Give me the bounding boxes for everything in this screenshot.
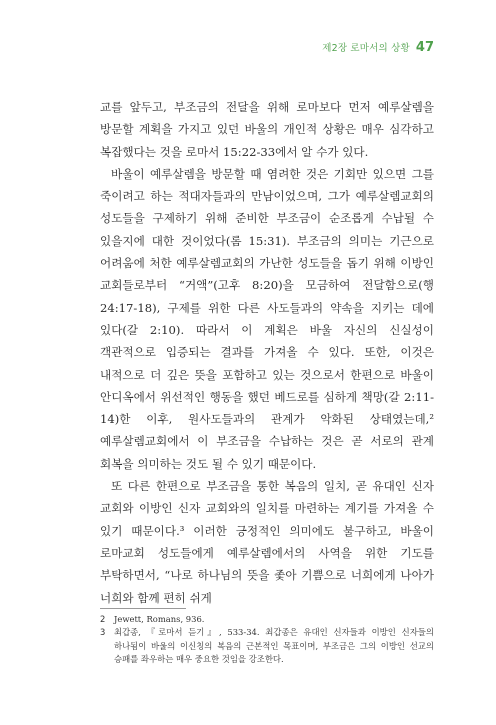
running-header [322, 40, 434, 55]
footnote [100, 613, 434, 626]
footnote-text: 최갑종, 『로마서 듣기』, 533-34. 최갑종은 유대인 신자들과 이방인 신자들의 하나됨이 바울의 이신칭의 복음의 근본적인 목표이며, 부조금은 그의 이방인 선교의 승패를 좌우하는 매우 중요한 것임을 강조한다. [114, 627, 434, 665]
footnote-number: 3 [100, 627, 106, 638]
footnote-number: 2 [100, 614, 106, 624]
footnote-divider [100, 608, 186, 609]
paragraph: 또 다른 한편으로 부조금을 통한 복음의 일치, 곧 유대인 신자 교회와 이방인 신자 교회와의 일치를 마련하는 계기를 가져올 수 있기 때문이다.³ 이러한 긍정적인 의미에도 불구하고, 바울이 로마교회 성도들에게 예루살렘에서의 사역을 위한 기도를 부탁하면서, “나로 하나님의 뜻을 좇아 기쁨으로 너희에게 나아가 너희와 함께 편히 쉬게 [100, 479, 434, 605]
page-number: 47 [415, 40, 434, 55]
footnotes [100, 613, 434, 667]
paragraph: 바울이 예루살렘을 방문할 때 염려한 것은 기회만 있으면 그를 죽이려고 하는 적대자들과의 만남이었으며, 그가 예루살렘교회의 성도들을 구제하기 위해 준비한 부조금이 순조롭게 수납될 수 있을지에 대한 것이었다(롬 15:31). 부조금의 의미는 기근으로 어려움에 처한 예루살렘교회의 가난한 성도들을 돕기 위해 이방인 교회들로부터 “거액”(고후 8:20)을 모금하여 전달함으로(행 24:17-18), 구제를 위한 다른 사도들과의 약속을 지키는 데에 있다(갈 2:10). 따라서 이 계획은 바울 자신의 신실성이 객관적으로 입증되는 결과를 가져올 수 있다. 또한, 이것은 내적으로 더 깊은 뜻을 포함하고 있는 것으로서 한편으로 바울이 안디옥에서 위선적인 행동을 했던 베드로를 심하게 책망(갈 2:11-14)한 이후, 원사도들과의 관계가 악화된 상태였는데,² 예루살렘교회에서 이 부조금을 수납하는 것은 곧 서로의 관계 회복을 의미하는 것도 될 수 있기 때문이다. [100, 166, 434, 471]
chapter-title: 제2장 로마서의 상황 [322, 43, 410, 54]
body-text [100, 96, 434, 609]
paragraph: 교를 앞두고, 부조금의 전달을 위해 로마보다 먼저 예루살렘을 방문할 계획을 가지고 있던 바울의 개인적 상황은 매우 심각하고 복잡했다는 것을 로마서 15:22-33에서 알 수가 있다. [100, 100, 434, 159]
footnote [100, 626, 434, 666]
footnote-text: Jewett, Romans, 936. [114, 614, 205, 624]
